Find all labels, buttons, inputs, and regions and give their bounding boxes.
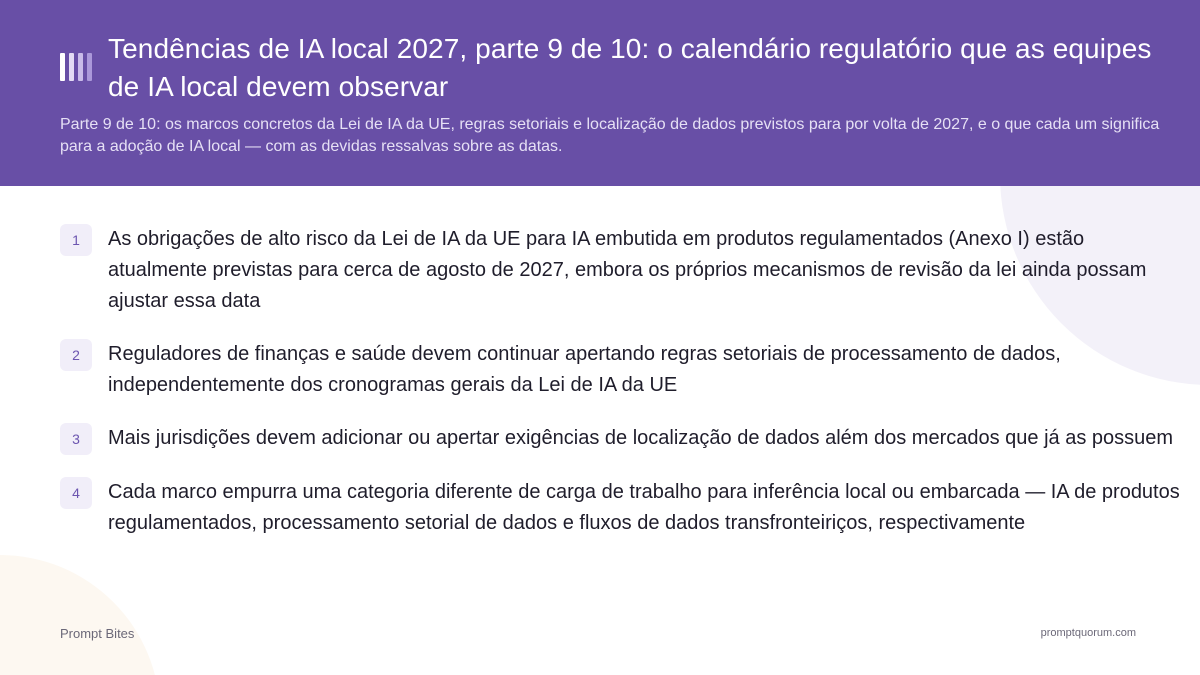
page-title: Tendências de IA local 2027, parte 9 de 10: o calendário regulatório que as equipes de IA local devem observar xyxy=(108,33,1152,102)
decorative-circle-left xyxy=(0,555,160,675)
brand-logo-icon xyxy=(60,53,94,81)
footer-brand: Prompt Bites xyxy=(60,626,135,641)
list-item xyxy=(60,423,1190,455)
list-item xyxy=(60,224,1190,317)
logo-bar xyxy=(87,53,92,81)
item-number-badge: 3 xyxy=(60,423,92,455)
item-text: Reguladores de finanças e saúde devem continuar apertando regras setoriais de processamento de dados, independentemente dos cronogramas gerais da Lei de IA da UE xyxy=(108,343,1061,396)
item-text: As obrigações de alto risco da Lei de IA da UE para IA embutida em produtos regulamentados (Anexo I) estão atualmente previstas para cerca de agosto de 2027, embora os próprios mecanismos de revisão da lei ainda possam ajustar essa data xyxy=(108,228,1147,312)
item-number-badge: 4 xyxy=(60,477,92,509)
list-item xyxy=(60,477,1190,539)
footer-site: promptquorum.com xyxy=(1040,627,1136,639)
item-text: Cada marco empurra uma categoria diferente de carga de trabalho para inferência local ou embarcada — IA de produtos regulamentados, processamento setorial de dados e fluxos de dados transfronteiriços, respectivamente xyxy=(108,481,1180,534)
item-text: Mais jurisdições devem adicionar ou apertar exigências de localização de dados além dos mercados que já as possuem xyxy=(108,427,1174,449)
page-subtitle: Parte 9 de 10: os marcos concretos da Lei de IA da UE, regras setoriais e localização de dados previstos para por volta de 2027, e o que cada um significa para a adoção de IA local — com as devidas ressalvas sobre as datas. xyxy=(60,116,1160,155)
logo-bar xyxy=(78,53,83,81)
item-number-badge: 2 xyxy=(60,339,92,371)
logo-bar xyxy=(60,53,65,81)
item-number-badge: 1 xyxy=(60,224,92,256)
header-banner xyxy=(0,0,1200,186)
milestone-list xyxy=(60,224,1190,561)
list-item xyxy=(60,339,1190,401)
logo-bar xyxy=(69,53,74,81)
